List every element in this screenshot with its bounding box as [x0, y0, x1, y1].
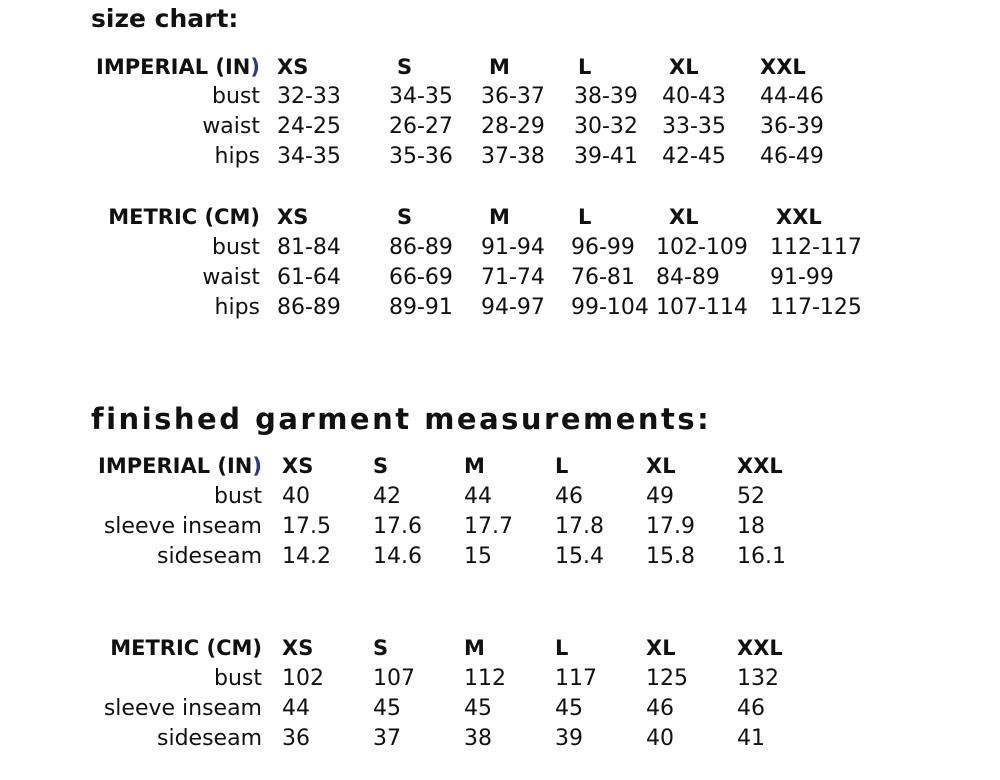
finished-garment-imperial-value-cell: 52 [737, 484, 765, 509]
size-chart-metric-value-cell: 102-109 [656, 235, 748, 260]
finished-garment-imperial-value-cell: 46 [555, 484, 583, 509]
finished-garment-metric-value-cell: 132 [737, 666, 779, 691]
size-chart-title: size chart: [91, 4, 239, 33]
size-chart-imperial-size-header: M [489, 55, 510, 79]
finished-garment-metric-value-cell: 38 [464, 726, 492, 751]
size-chart-metric-value-cell: 86-89 [277, 295, 341, 320]
size-chart-imperial-value-cell: 39-41 [574, 144, 638, 169]
size-chart-imperial-row-label: bust [212, 84, 260, 109]
finished-garment-imperial-unit-label: IMPERIAL (IN [98, 454, 253, 478]
size-chart-imperial-value-cell: 42-45 [662, 144, 726, 169]
size-chart-metric-size-header: XS [277, 205, 309, 229]
finished-garment-metric-row-label: sideseam [157, 726, 262, 751]
finished-garment-metric-value-cell: 36 [282, 726, 310, 751]
finished-garment-metric-value-cell: 41 [737, 726, 765, 751]
finished-garment-metric-value-cell: 107 [373, 666, 415, 691]
size-chart-imperial-value-cell: 35-36 [389, 144, 453, 169]
size-chart-metric-value-cell: 66-69 [389, 265, 453, 290]
finished-garment-metric-size-header: XL [646, 636, 676, 660]
size-chart-imperial-unit-close: ) [250, 55, 260, 79]
finished-garment-imperial-value-cell: 15.4 [555, 544, 604, 569]
size-chart-imperial-value-cell: 46-49 [760, 144, 824, 169]
finished-garment-imperial-value-cell: 18 [737, 514, 765, 539]
size-chart-imperial-value-cell: 33-35 [662, 114, 726, 139]
size-chart-metric-value-cell: 91-99 [770, 265, 834, 290]
finished-garment-imperial-value-cell: 17.5 [282, 514, 331, 539]
finished-garment-metric-value-cell: 102 [282, 666, 324, 691]
finished-garment-metric-value-cell: 46 [646, 696, 674, 721]
size-chart-imperial-size-header: XS [277, 55, 309, 79]
finished-garment-imperial-size-header: XXL [737, 454, 783, 478]
size-chart-metric-value-cell: 76-81 [571, 265, 635, 290]
finished-garment-metric-row-label: sleeve inseam [103, 696, 262, 721]
finished-garment-metric-value-cell: 45 [555, 696, 583, 721]
finished-garment-metric-size-header: XXL [737, 636, 783, 660]
size-chart-metric-value-cell: 94-97 [481, 295, 545, 320]
size-chart-metric-unit-header [108, 207, 260, 228]
finished-garment-metric-value-cell: 45 [464, 696, 492, 721]
size-chart-metric-size-header: L [578, 205, 592, 229]
finished-garment-metric-row-label: bust [214, 666, 262, 691]
finished-garment-metric-value-cell: 45 [373, 696, 401, 721]
size-chart-imperial-value-cell: 34-35 [389, 84, 453, 109]
size-chart-metric-value-cell: 86-89 [389, 235, 453, 260]
size-chart-metric-value-cell: 81-84 [277, 235, 341, 260]
size-chart-metric-size-header: S [397, 205, 413, 229]
size-chart-metric-size-header: XXL [776, 205, 822, 229]
size-chart-imperial-value-cell: 34-35 [277, 144, 341, 169]
finished-garment-imperial-size-header: XS [282, 454, 314, 478]
finished-garment-metric-size-header: M [464, 636, 485, 660]
size-chart-imperial-unit-header [96, 57, 260, 78]
size-chart-metric-row-label: hips [214, 295, 260, 320]
finished-garment-imperial-value-cell: 44 [464, 484, 492, 509]
finished-garment-metric-value-cell: 44 [282, 696, 310, 721]
size-chart-metric-unit-label: METRIC (CM) [108, 205, 260, 229]
finished-garment-imperial-unit-header [98, 456, 262, 477]
size-chart-imperial-row-label: waist [202, 114, 260, 139]
finished-garment-imperial-unit-close: ) [252, 454, 262, 478]
size-chart-imperial-value-cell: 37-38 [481, 144, 545, 169]
finished-garment-metric-value-cell: 112 [464, 666, 506, 691]
size-chart-metric-value-cell: 99-104 [571, 295, 649, 320]
finished-garment-imperial-size-header: M [464, 454, 485, 478]
finished-garment-metric-value-cell: 37 [373, 726, 401, 751]
finished-garment-imperial-size-header: XL [646, 454, 676, 478]
size-chart-imperial-row-label: hips [214, 144, 260, 169]
finished-garment-imperial-value-cell: 14.2 [282, 544, 331, 569]
finished-garment-metric-unit-label: METRIC (CM) [110, 636, 262, 660]
finished-garment-imperial-value-cell: 42 [373, 484, 401, 509]
finished-garment-metric-value-cell: 40 [646, 726, 674, 751]
finished-garment-imperial-row-label: bust [214, 484, 262, 509]
finished-garment-metric-size-header: XS [282, 636, 314, 660]
finished-garment-imperial-size-header: S [373, 454, 389, 478]
finished-garment-metric-value-cell: 125 [646, 666, 688, 691]
size-chart-imperial-size-header: XXL [760, 55, 806, 79]
size-chart-metric-size-header: XL [669, 205, 699, 229]
size-chart-metric-value-cell: 107-114 [656, 295, 748, 320]
finished-garment-imperial-value-cell: 17.6 [373, 514, 422, 539]
size-chart-metric-row-label: waist [202, 265, 260, 290]
size-chart-metric-value-cell: 71-74 [481, 265, 545, 290]
size-chart-metric-value-cell: 84-89 [656, 265, 720, 290]
finished-garment-title: finished garment measurements: [91, 402, 712, 436]
finished-garment-imperial-value-cell: 17.7 [464, 514, 513, 539]
finished-garment-metric-size-header: S [373, 636, 389, 660]
finished-garment-imperial-size-header: L [555, 454, 569, 478]
finished-garment-metric-value-cell: 39 [555, 726, 583, 751]
finished-garment-imperial-value-cell: 49 [646, 484, 674, 509]
size-chart-imperial-value-cell: 30-32 [574, 114, 638, 139]
size-chart-imperial-value-cell: 38-39 [574, 84, 638, 109]
size-chart-metric-size-header: M [489, 205, 510, 229]
size-chart-imperial-value-cell: 44-46 [760, 84, 824, 109]
finished-garment-imperial-value-cell: 40 [282, 484, 310, 509]
size-chart-imperial-value-cell: 36-37 [481, 84, 545, 109]
size-chart-imperial-value-cell: 28-29 [481, 114, 545, 139]
finished-garment-imperial-value-cell: 14.6 [373, 544, 422, 569]
finished-garment-metric-size-header: L [555, 636, 569, 660]
finished-garment-metric-value-cell: 117 [555, 666, 597, 691]
size-chart-imperial-value-cell: 24-25 [277, 114, 341, 139]
size-chart-imperial-value-cell: 26-27 [389, 114, 453, 139]
size-chart-imperial-unit-label: IMPERIAL (IN [96, 55, 251, 79]
finished-garment-metric-value-cell: 46 [737, 696, 765, 721]
finished-garment-imperial-row-label: sideseam [157, 544, 262, 569]
size-chart-metric-value-cell: 96-99 [571, 235, 635, 260]
finished-garment-imperial-value-cell: 17.8 [555, 514, 604, 539]
size-chart-metric-value-cell: 91-94 [481, 235, 545, 260]
finished-garment-imperial-value-cell: 15.8 [646, 544, 695, 569]
size-chart-metric-value-cell: 112-117 [770, 235, 862, 260]
size-chart-metric-value-cell: 61-64 [277, 265, 341, 290]
finished-garment-imperial-value-cell: 16.1 [737, 544, 786, 569]
size-chart-imperial-value-cell: 36-39 [760, 114, 824, 139]
size-chart-imperial-size-header: L [578, 55, 592, 79]
finished-garment-metric-unit-header [110, 638, 262, 659]
size-chart-imperial-size-header: XL [669, 55, 699, 79]
size-chart-imperial-size-header: S [397, 55, 413, 79]
size-chart-imperial-value-cell: 40-43 [662, 84, 726, 109]
size-chart-metric-value-cell: 117-125 [770, 295, 862, 320]
finished-garment-imperial-value-cell: 17.9 [646, 514, 695, 539]
finished-garment-imperial-value-cell: 15 [464, 544, 492, 569]
size-chart-imperial-value-cell: 32-33 [277, 84, 341, 109]
size-chart-metric-row-label: bust [212, 235, 260, 260]
size-chart-metric-value-cell: 89-91 [389, 295, 453, 320]
finished-garment-imperial-row-label: sleeve inseam [103, 514, 262, 539]
